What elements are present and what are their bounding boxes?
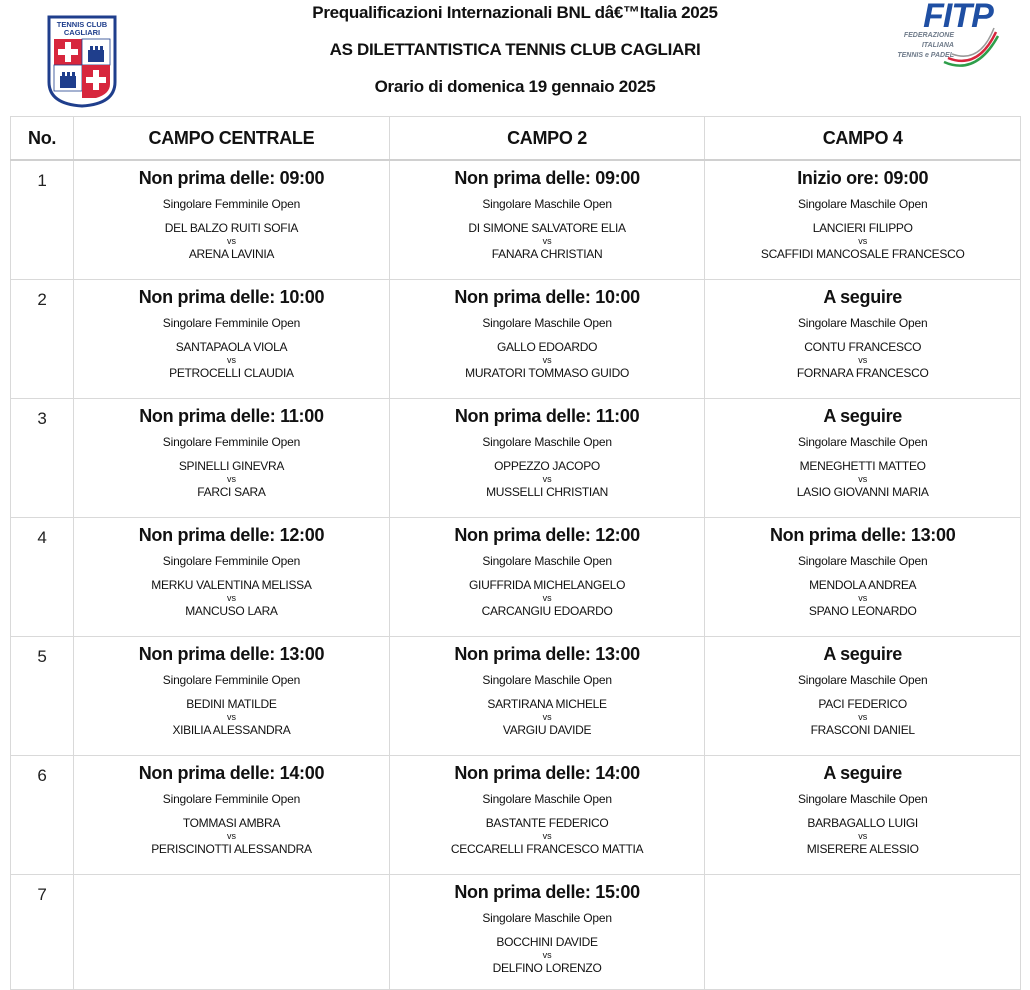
player-two: MISERERE ALESSIO [806, 841, 919, 856]
player-two: FANARA CHRISTIAN [491, 247, 603, 261]
player-two: XIBILIA ALESSANDRA [172, 722, 291, 737]
match-time: Non prima delle: 14:00 [454, 762, 640, 783]
player-one: BOCCHINI DAVIDE [496, 934, 598, 949]
match-event: Singolare Femminile Open [162, 672, 301, 687]
match-cell [389, 755, 705, 874]
match-event: Singolare Maschile Open [482, 315, 612, 330]
match-cell [74, 279, 390, 398]
match-time: A seguire [823, 643, 903, 664]
player-two: ARENA LAVINIA [188, 247, 275, 261]
match-cell [389, 517, 705, 636]
player-one: DI SIMONE SALVATORE ELIA [468, 221, 626, 235]
match-event: Singolare Maschile Open [482, 910, 612, 925]
match-block [705, 756, 1020, 856]
match-event: Singolare Maschile Open [797, 434, 928, 449]
match-event: Singolare Maschile Open [797, 315, 928, 330]
page-header [0, 0, 1030, 116]
match-cell [389, 279, 705, 398]
versus-label: vs [858, 711, 868, 722]
table-row [11, 636, 1021, 755]
match-time: Non prima delle: 13:00 [138, 643, 325, 664]
fitp-line3: TENNIS e PADEL [897, 52, 954, 59]
player-one: LANCIERI FILIPPO [812, 221, 913, 235]
column-header-campo-4: CAMPO 4 [705, 117, 1021, 161]
match-time: A seguire [823, 405, 903, 426]
player-one: PACI FEDERICO [818, 696, 907, 711]
player-one: MENEGHETTI MATTEO [799, 458, 926, 473]
match-cell [389, 398, 705, 517]
player-two: PETROCELLI CLAUDIA [169, 365, 294, 380]
player-two: CARCANGIU EDOARDO [481, 603, 613, 618]
player-one: SPINELLI GINEVRA [178, 458, 285, 473]
versus-label: vs [542, 949, 552, 960]
versus-label: vs [858, 830, 868, 841]
table-header-row [11, 117, 1021, 161]
player-one: BEDINI MATILDE [186, 696, 277, 711]
match-time: A seguire [823, 286, 903, 307]
player-two: VARGIU DAVIDE [502, 722, 592, 737]
match-block [74, 637, 389, 737]
match-event: Singolare Femminile Open [162, 553, 301, 568]
versus-label: vs [226, 354, 236, 365]
player-two: MUSSELLI CHRISTIAN [486, 484, 609, 499]
match-block [390, 875, 705, 975]
versus-label: vs [858, 236, 868, 246]
match-block [705, 280, 1020, 380]
player-two: MANCUSO LARA [185, 603, 278, 618]
match-time: Non prima delle: 13:00 [454, 643, 640, 664]
match-time: Inizio ore: 09:00 [797, 168, 929, 188]
match-time: Non prima delle: 12:00 [454, 524, 640, 545]
logo-left-line1: TENNIS CLUB [56, 20, 108, 29]
match-time: Non prima delle: 11:00 [454, 405, 640, 426]
match-cell [705, 517, 1021, 636]
versus-label: vs [858, 354, 868, 365]
row-number: 6 [11, 755, 74, 874]
versus-label: vs [542, 830, 552, 841]
player-two: CECCARELLI FRANCESCO MATTIA [450, 841, 644, 856]
row-number: 3 [11, 398, 74, 517]
match-event: Singolare Femminile Open [162, 791, 301, 806]
match-event: Singolare Maschile Open [797, 197, 928, 211]
match-cell [74, 755, 390, 874]
match-cell [705, 160, 1021, 279]
match-block [74, 756, 389, 856]
player-one: GIUFFRIDA MICHELANGELO [469, 577, 626, 592]
player-two: SPANO LEONARDO [808, 603, 917, 618]
versus-label: vs [542, 236, 552, 246]
player-two: FARCI SARA [197, 484, 266, 499]
match-time: A seguire [823, 762, 903, 783]
match-block [74, 280, 389, 380]
column-header-campo-2: CAMPO 2 [389, 117, 705, 161]
table-row [11, 517, 1021, 636]
player-one: DEL BALZO RUITI SOFIA [164, 221, 299, 235]
table-row [11, 398, 1021, 517]
table-row [11, 279, 1021, 398]
versus-label: vs [858, 592, 868, 603]
row-number: 2 [11, 279, 74, 398]
match-block [74, 518, 389, 618]
versus-label: vs [226, 592, 236, 603]
match-block [705, 637, 1020, 737]
versus-label: vs [542, 592, 552, 603]
schedule-table [10, 116, 1021, 990]
match-cell [705, 279, 1021, 398]
match-time: Non prima delle: 14:00 [138, 762, 325, 783]
match-cell [74, 517, 390, 636]
match-event: Singolare Maschile Open [797, 672, 928, 687]
fitp-line2: ITALIANA [921, 42, 954, 49]
player-one: SANTAPAOLA VIOLA [175, 339, 288, 354]
match-time: Non prima delle: 11:00 [139, 405, 324, 426]
match-cell [705, 755, 1021, 874]
player-two: SCAFFIDI MANCOSALE FRANCESCO [760, 247, 965, 261]
match-time: Non prima delle: 09:00 [454, 168, 640, 188]
row-number: 1 [11, 160, 74, 279]
match-cell [389, 636, 705, 755]
match-block [705, 399, 1020, 499]
match-time: Non prima delle: 10:00 [138, 286, 325, 307]
versus-label: vs [226, 236, 236, 246]
match-cell [74, 398, 390, 517]
match-event: Singolare Maschile Open [482, 434, 612, 449]
match-block [390, 161, 705, 261]
match-cell [74, 160, 390, 279]
match-time: Non prima delle: 12:00 [138, 524, 325, 545]
player-one: SARTIRANA MICHELE [487, 696, 607, 711]
match-event: Singolare Femminile Open [162, 434, 301, 449]
match-block [74, 161, 389, 261]
row-number: 5 [11, 636, 74, 755]
match-event: Singolare Maschile Open [482, 791, 612, 806]
match-block [390, 518, 705, 618]
player-one: MENDOLA ANDREA [809, 577, 917, 592]
player-one: GALLO EDOARDO [496, 339, 598, 354]
player-one: OPPEZZO JACOPO [494, 458, 600, 473]
match-block [390, 280, 705, 380]
fitp-line1: FEDERAZIONE [903, 32, 954, 39]
match-cell [705, 636, 1021, 755]
match-block [74, 399, 389, 499]
match-cell [705, 398, 1021, 517]
match-time: Non prima delle: 09:00 [138, 168, 325, 188]
versus-label: vs [542, 711, 552, 722]
match-block [390, 399, 705, 499]
fitp-brand: FITP [923, 0, 993, 35]
match-event: Singolare Maschile Open [797, 553, 928, 568]
row-number: 7 [11, 874, 74, 989]
match-cell [389, 874, 705, 989]
player-two: DELFINO LORENZO [492, 960, 602, 975]
club-name: AS DILETTANTISTICA TENNIS CLUB CAGLIARI [329, 40, 701, 59]
event-title: Prequalificazioni Internazionali BNL dâ€™Italia 2025 [312, 3, 718, 22]
match-event: Singolare Femminile Open [162, 315, 301, 330]
versus-label: vs [542, 473, 552, 484]
column-header-no: No. [11, 117, 74, 161]
match-event: Singolare Maschile Open [482, 672, 612, 687]
player-two: FORNARA FRANCESCO [796, 365, 929, 380]
match-cell [705, 874, 1021, 989]
match-event: Singolare Maschile Open [797, 791, 928, 806]
player-one: MERKU VALENTINA MELISSA [151, 577, 312, 592]
table-row [11, 160, 1021, 279]
match-event: Singolare Femminile Open [162, 197, 301, 211]
match-cell [74, 636, 390, 755]
player-two: FRASCONI DANIEL [810, 722, 915, 737]
match-block [390, 756, 705, 856]
versus-label: vs [226, 473, 236, 484]
player-two: MURATORI TOMMASO GUIDO [465, 365, 629, 380]
schedule-date: Orario di domenica 19 gennaio 2025 [374, 77, 656, 96]
match-block [705, 161, 1020, 261]
table-row [11, 755, 1021, 874]
match-cell [74, 874, 390, 989]
match-event: Singolare Maschile Open [482, 553, 612, 568]
versus-label: vs [226, 830, 236, 841]
player-one: TOMMASI AMBRA [182, 815, 281, 830]
row-number: 4 [11, 517, 74, 636]
match-cell [389, 160, 705, 279]
player-one: CONTU FRANCESCO [804, 339, 922, 354]
player-one: BARBAGALLO LUIGI [807, 815, 918, 830]
table-row [11, 874, 1021, 989]
versus-label: vs [226, 711, 236, 722]
logo-left-line2: CAGLIARI [63, 28, 101, 37]
match-block [390, 637, 705, 737]
schedule-body [11, 160, 1021, 989]
versus-label: vs [858, 473, 868, 484]
match-time: Non prima delle: 10:00 [454, 286, 640, 307]
player-one: BASTANTE FEDERICO [485, 815, 609, 830]
versus-label: vs [542, 354, 552, 365]
match-time: Non prima delle: 13:00 [769, 524, 956, 545]
match-block [705, 518, 1020, 618]
match-event: Singolare Maschile Open [482, 197, 612, 211]
player-two: PERISCINOTTI ALESSANDRA [151, 841, 312, 856]
column-header-campo-centrale: CAMPO CENTRALE [74, 117, 390, 161]
match-time: Non prima delle: 15:00 [454, 881, 640, 902]
player-two: LASIO GIOVANNI MARIA [796, 484, 929, 499]
